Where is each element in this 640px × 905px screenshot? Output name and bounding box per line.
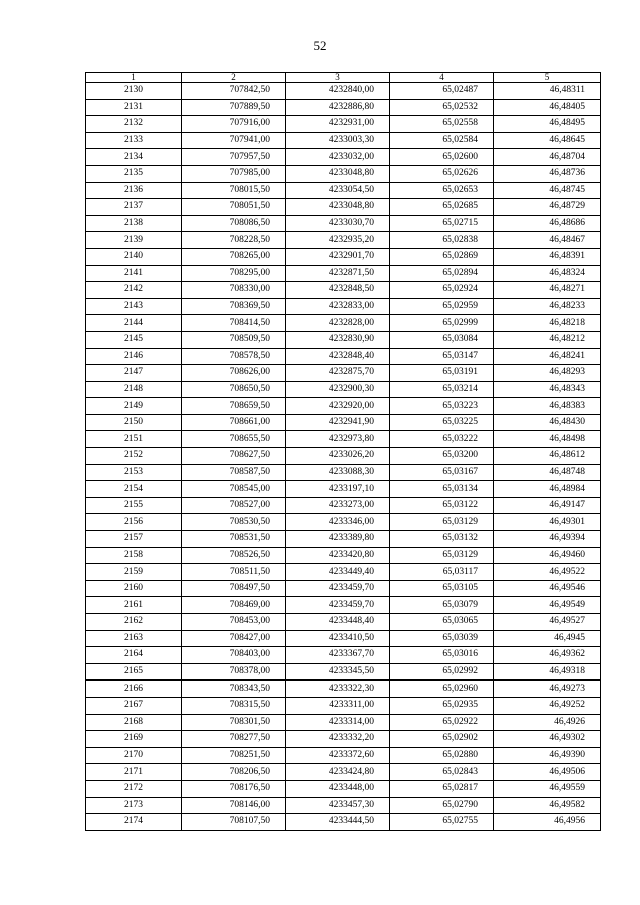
- table-cell: 65,03122: [390, 497, 494, 514]
- table-row: [86, 514, 601, 531]
- table-cell: 4233030,70: [286, 215, 390, 232]
- table-cell: 2160: [86, 580, 182, 597]
- table-row: [86, 497, 601, 514]
- table-cell: 46,4926: [494, 714, 601, 731]
- table-row: [86, 547, 601, 564]
- table-cell: 708330,00: [182, 282, 286, 299]
- table-cell: 46,49301: [494, 514, 601, 531]
- table-cell: 707985,00: [182, 165, 286, 182]
- table-row: [86, 182, 601, 199]
- table-cell: 708469,00: [182, 597, 286, 614]
- table-cell: 65,02894: [390, 265, 494, 282]
- table-cell: 2174: [86, 814, 182, 831]
- table-row: [86, 630, 601, 647]
- table-row: [86, 215, 601, 232]
- table-cell: 2143: [86, 298, 182, 315]
- table-cell: 708378,00: [182, 663, 286, 680]
- table-cell: 46,48736: [494, 165, 601, 182]
- table-cell: 2132: [86, 116, 182, 133]
- table-cell: 65,03129: [390, 514, 494, 531]
- table-cell: 65,02584: [390, 132, 494, 149]
- table-cell: 4233311,00: [286, 697, 390, 714]
- table-cell: 65,02960: [390, 680, 494, 697]
- table-cell: 2138: [86, 215, 182, 232]
- table-cell: 708578,50: [182, 348, 286, 365]
- table-cell: 2144: [86, 315, 182, 332]
- table-cell: 4233026,20: [286, 448, 390, 465]
- table-cell: 46,48241: [494, 348, 601, 365]
- table-row: [86, 714, 601, 731]
- table-cell: 4233389,80: [286, 531, 390, 548]
- table-cell: 4233420,80: [286, 547, 390, 564]
- table-cell: 708655,50: [182, 431, 286, 448]
- table-row: [86, 614, 601, 631]
- table-cell: 708414,50: [182, 315, 286, 332]
- page-number: 52: [313, 38, 327, 53]
- table-cell: 46,48984: [494, 481, 601, 498]
- table-cell: 46,49394: [494, 531, 601, 548]
- table-cell: 4232830,90: [286, 331, 390, 348]
- table-row: [86, 731, 601, 748]
- table-cell: 708626,00: [182, 365, 286, 382]
- table-cell: 65,02992: [390, 663, 494, 680]
- table-cell: 708086,50: [182, 215, 286, 232]
- table-cell: 46,4956: [494, 814, 601, 831]
- table-row: [86, 464, 601, 481]
- table-cell: 65,02487: [390, 83, 494, 100]
- table-cell: 708206,50: [182, 764, 286, 781]
- table-row: [86, 265, 601, 282]
- table-cell: 65,03016: [390, 647, 494, 664]
- table-cell: 2155: [86, 497, 182, 514]
- table-cell: 65,03200: [390, 448, 494, 465]
- table-cell: 46,48405: [494, 99, 601, 116]
- table-cell: 708146,00: [182, 797, 286, 814]
- table-cell: 46,48293: [494, 365, 601, 382]
- column-header: 2: [182, 73, 286, 83]
- table-cell: 4233345,50: [286, 663, 390, 680]
- table-cell: 65,02935: [390, 697, 494, 714]
- table-cell: 4233367,70: [286, 647, 390, 664]
- table-cell: 4233459,70: [286, 597, 390, 614]
- table-cell: 65,03134: [390, 481, 494, 498]
- table-cell: 65,02959: [390, 298, 494, 315]
- table-cell: 65,03079: [390, 597, 494, 614]
- table-cell: 4233314,00: [286, 714, 390, 731]
- table-cell: 46,48729: [494, 199, 601, 216]
- table-cell: 65,02600: [390, 149, 494, 166]
- table-row: [86, 199, 601, 216]
- table-cell: 46,48212: [494, 331, 601, 348]
- table-cell: 46,49582: [494, 797, 601, 814]
- table-row: [86, 431, 601, 448]
- table-cell: 65,02838: [390, 232, 494, 249]
- table-cell: 4233459,70: [286, 580, 390, 597]
- table-cell: 708403,00: [182, 647, 286, 664]
- table-cell: 708427,00: [182, 630, 286, 647]
- table-row: [86, 797, 601, 814]
- column-header: 3: [286, 73, 390, 83]
- table-cell: 2159: [86, 564, 182, 581]
- table-cell: 46,49252: [494, 697, 601, 714]
- table-cell: 2161: [86, 597, 182, 614]
- table-cell: 46,49273: [494, 680, 601, 697]
- table-cell: 4232935,20: [286, 232, 390, 249]
- table-cell: 2142: [86, 282, 182, 299]
- table-row: [86, 747, 601, 764]
- table-cell: 4232848,40: [286, 348, 390, 365]
- table-cell: 2131: [86, 99, 182, 116]
- table-row: [86, 282, 601, 299]
- table-row: [86, 697, 601, 714]
- table-cell: 46,48686: [494, 215, 601, 232]
- table-cell: 65,02755: [390, 814, 494, 831]
- table-cell: 46,49302: [494, 731, 601, 748]
- table-cell: 46,48324: [494, 265, 601, 282]
- table-row: [86, 580, 601, 597]
- table-cell: 708531,50: [182, 531, 286, 548]
- table-cell: 4232973,80: [286, 431, 390, 448]
- table-cell: 65,02817: [390, 780, 494, 797]
- table-cell: 46,48498: [494, 431, 601, 448]
- column-header: 4: [390, 73, 494, 83]
- column-header: 5: [494, 73, 601, 83]
- table-cell: 46,49460: [494, 547, 601, 564]
- table-cell: 65,03039: [390, 630, 494, 647]
- table-cell: 708015,50: [182, 182, 286, 199]
- table-row: [86, 165, 601, 182]
- table-row: [86, 663, 601, 680]
- table-row: [86, 248, 601, 265]
- table-cell: 2165: [86, 663, 182, 680]
- table-cell: 4233449,40: [286, 564, 390, 581]
- table-cell: 4233372,60: [286, 747, 390, 764]
- coordinates-table: [85, 72, 601, 831]
- table-row: [86, 116, 601, 133]
- table-cell: 2157: [86, 531, 182, 548]
- table-cell: 2171: [86, 764, 182, 781]
- table-cell: 708530,50: [182, 514, 286, 531]
- table-cell: 2166: [86, 680, 182, 697]
- table-cell: 708277,50: [182, 731, 286, 748]
- table-cell: 708051,50: [182, 199, 286, 216]
- table-row: [86, 365, 601, 382]
- table-row: [86, 232, 601, 249]
- table-cell: 708545,00: [182, 481, 286, 498]
- table-cell: 46,48745: [494, 182, 601, 199]
- table-row: [86, 647, 601, 664]
- table-row: [86, 381, 601, 398]
- table-cell: 4232931,00: [286, 116, 390, 133]
- table-cell: 46,48391: [494, 248, 601, 265]
- table-cell: 708527,00: [182, 497, 286, 514]
- table-cell: 46,48748: [494, 464, 601, 481]
- table-cell: 46,48495: [494, 116, 601, 133]
- table-cell: 65,03225: [390, 414, 494, 431]
- table-cell: 65,02880: [390, 747, 494, 764]
- table-cell: 2169: [86, 731, 182, 748]
- table-header-row: [86, 73, 601, 83]
- table-cell: 65,03084: [390, 331, 494, 348]
- table-cell: 707941,00: [182, 132, 286, 149]
- table-row: [86, 132, 601, 149]
- table-cell: 65,03167: [390, 464, 494, 481]
- table-cell: 707916,00: [182, 116, 286, 133]
- column-header: 1: [86, 73, 182, 83]
- table-cell: 2167: [86, 697, 182, 714]
- table-cell: 65,02790: [390, 797, 494, 814]
- table-cell: 46,48467: [494, 232, 601, 249]
- table-cell: 46,49390: [494, 747, 601, 764]
- table-cell: 707957,50: [182, 149, 286, 166]
- table-cell: 707842,50: [182, 83, 286, 100]
- table-cell: 65,02532: [390, 99, 494, 116]
- table-cell: 46,49362: [494, 647, 601, 664]
- table-cell: 46,49318: [494, 663, 601, 680]
- table-cell: 2146: [86, 348, 182, 365]
- table-cell: 708497,50: [182, 580, 286, 597]
- table-row: [86, 597, 601, 614]
- table-cell: 708265,00: [182, 248, 286, 265]
- table-cell: 2173: [86, 797, 182, 814]
- table-cell: 4233424,80: [286, 764, 390, 781]
- table-cell: 2164: [86, 647, 182, 664]
- table-row: [86, 780, 601, 797]
- table-cell: 4233048,80: [286, 199, 390, 216]
- table-cell: 2158: [86, 547, 182, 564]
- table-cell: 2137: [86, 199, 182, 216]
- table-row: [86, 99, 601, 116]
- table-cell: 46,49147: [494, 497, 601, 514]
- table-cell: 65,03214: [390, 381, 494, 398]
- table-cell: 46,48383: [494, 398, 601, 415]
- table-cell: 46,48311: [494, 83, 601, 100]
- table-cell: 65,02869: [390, 248, 494, 265]
- table-cell: 2162: [86, 614, 182, 631]
- table-cell: 46,48645: [494, 132, 601, 149]
- table-cell: 4232833,00: [286, 298, 390, 315]
- table-cell: 2170: [86, 747, 182, 764]
- table-cell: 46,49527: [494, 614, 601, 631]
- table-row: [86, 481, 601, 498]
- table-cell: 4232900,30: [286, 381, 390, 398]
- table-cell: 65,02902: [390, 731, 494, 748]
- table-cell: 4233197,10: [286, 481, 390, 498]
- table-cell: 4233273,00: [286, 497, 390, 514]
- table-cell: 708369,50: [182, 298, 286, 315]
- table-cell: 4233054,50: [286, 182, 390, 199]
- table-cell: 4233444,50: [286, 814, 390, 831]
- table-cell: 65,03223: [390, 398, 494, 415]
- table-cell: 65,03222: [390, 431, 494, 448]
- table-cell: 2153: [86, 464, 182, 481]
- table-cell: 2133: [86, 132, 182, 149]
- table-cell: 65,02924: [390, 282, 494, 299]
- table-cell: 2156: [86, 514, 182, 531]
- table-cell: 4232920,00: [286, 398, 390, 415]
- table-cell: 708453,00: [182, 614, 286, 631]
- table-cell: 2168: [86, 714, 182, 731]
- table-cell: 4233448,40: [286, 614, 390, 631]
- table-cell: 46,48218: [494, 315, 601, 332]
- table-cell: 65,03191: [390, 365, 494, 382]
- table-row: [86, 531, 601, 548]
- table-cell: 2135: [86, 165, 182, 182]
- table-cell: 2150: [86, 414, 182, 431]
- table-cell: 46,49522: [494, 564, 601, 581]
- table-cell: 46,48233: [494, 298, 601, 315]
- table-cell: 4233448,00: [286, 780, 390, 797]
- table-cell: 4233457,30: [286, 797, 390, 814]
- table-cell: 46,49549: [494, 597, 601, 614]
- table-cell: 708251,50: [182, 747, 286, 764]
- table-cell: 65,03132: [390, 531, 494, 548]
- table-row: [86, 398, 601, 415]
- table-cell: 65,03129: [390, 547, 494, 564]
- table-cell: 708509,50: [182, 331, 286, 348]
- table-cell: 2140: [86, 248, 182, 265]
- table-cell: 2145: [86, 331, 182, 348]
- table-row: [86, 448, 601, 465]
- table-cell: 4232840,00: [286, 83, 390, 100]
- table-cell: 46,48430: [494, 414, 601, 431]
- table-cell: 2136: [86, 182, 182, 199]
- table-cell: 4232941,90: [286, 414, 390, 431]
- table-cell: 708587,50: [182, 464, 286, 481]
- table-cell: 65,02685: [390, 199, 494, 216]
- table-cell: 65,03117: [390, 564, 494, 581]
- table-row: [86, 814, 601, 831]
- table-row: [86, 149, 601, 166]
- table-cell: 4233088,30: [286, 464, 390, 481]
- table-cell: 4233410,50: [286, 630, 390, 647]
- table-cell: 46,48343: [494, 381, 601, 398]
- table-cell: 2151: [86, 431, 182, 448]
- table-cell: 708511,50: [182, 564, 286, 581]
- table-cell: 708107,50: [182, 814, 286, 831]
- table-cell: 65,02558: [390, 116, 494, 133]
- table-row: [86, 315, 601, 332]
- table-cell: 2154: [86, 481, 182, 498]
- table-cell: 708301,50: [182, 714, 286, 731]
- table-cell: 707889,50: [182, 99, 286, 116]
- table-cell: 4232886,80: [286, 99, 390, 116]
- table-cell: 46,49546: [494, 580, 601, 597]
- table-row: [86, 298, 601, 315]
- table-cell: 4233332,20: [286, 731, 390, 748]
- table-cell: 65,02626: [390, 165, 494, 182]
- table-cell: 46,49506: [494, 764, 601, 781]
- table-cell: 46,49559: [494, 780, 601, 797]
- table-cell: 4233346,00: [286, 514, 390, 531]
- table-cell: 46,48271: [494, 282, 601, 299]
- table-row: [86, 414, 601, 431]
- table-cell: 4233048,80: [286, 165, 390, 182]
- table-row: [86, 564, 601, 581]
- table-cell: 4232828,00: [286, 315, 390, 332]
- table-row: [86, 83, 601, 100]
- table-cell: 46,48612: [494, 448, 601, 465]
- table-cell: 2130: [86, 83, 182, 100]
- table-cell: 2148: [86, 381, 182, 398]
- table-cell: 708526,50: [182, 547, 286, 564]
- table-cell: 4232871,50: [286, 265, 390, 282]
- table-cell: 46,4945: [494, 630, 601, 647]
- table-cell: 2172: [86, 780, 182, 797]
- table-cell: 65,03147: [390, 348, 494, 365]
- table-cell: 4233032,00: [286, 149, 390, 166]
- table-cell: 4232875,70: [286, 365, 390, 382]
- table-cell: 708650,50: [182, 381, 286, 398]
- table-cell: 708295,00: [182, 265, 286, 282]
- table-cell: 708176,50: [182, 780, 286, 797]
- table-cell: 4232848,50: [286, 282, 390, 299]
- table-cell: 65,03065: [390, 614, 494, 631]
- table-cell: 2152: [86, 448, 182, 465]
- table-cell: 2147: [86, 365, 182, 382]
- table-cell: 708627,50: [182, 448, 286, 465]
- table-cell: 2163: [86, 630, 182, 647]
- table-cell: 708659,50: [182, 398, 286, 415]
- table-cell: 65,02715: [390, 215, 494, 232]
- table-cell: 4232901,70: [286, 248, 390, 265]
- table-cell: 2149: [86, 398, 182, 415]
- table-cell: 65,03105: [390, 580, 494, 597]
- table-cell: 708228,50: [182, 232, 286, 249]
- table-cell: 65,02843: [390, 764, 494, 781]
- table-cell: 46,48704: [494, 149, 601, 166]
- table-cell: 2139: [86, 232, 182, 249]
- table-row: [86, 680, 601, 697]
- table-cell: 65,02653: [390, 182, 494, 199]
- table-row: [86, 331, 601, 348]
- table-cell: 708661,00: [182, 414, 286, 431]
- table-row: [86, 764, 601, 781]
- table-cell: 708343,50: [182, 680, 286, 697]
- table-body: [86, 83, 601, 831]
- table-cell: 4233003,30: [286, 132, 390, 149]
- table-row: [86, 348, 601, 365]
- table-cell: 65,02999: [390, 315, 494, 332]
- table-cell: 4233322,30: [286, 680, 390, 697]
- table-cell: 708315,50: [182, 697, 286, 714]
- table-cell: 65,02922: [390, 714, 494, 731]
- table-cell: 2141: [86, 265, 182, 282]
- table-cell: 2134: [86, 149, 182, 166]
